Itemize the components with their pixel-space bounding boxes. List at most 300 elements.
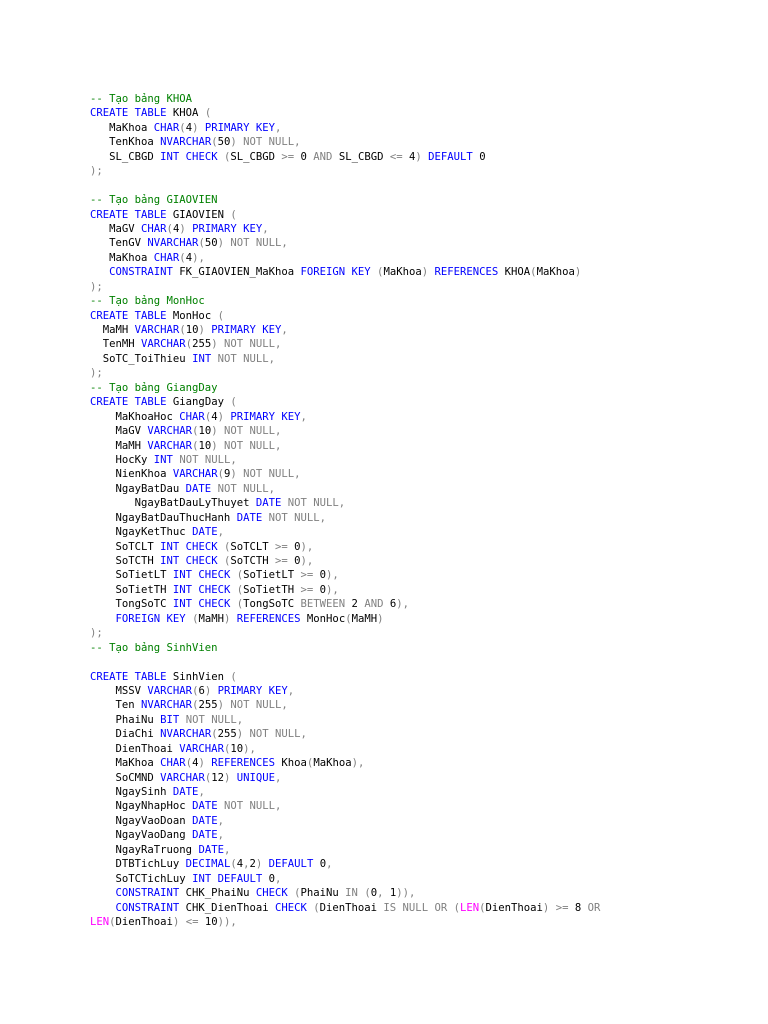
operator-token: , [281, 324, 288, 336]
text-token: GiangDay [166, 396, 231, 409]
operator-token: ( [223, 555, 231, 567]
blank-line [90, 179, 600, 193]
keyword-token: NVARCHAR [141, 699, 193, 712]
text-token: PhaiNu [300, 887, 346, 900]
text-token: DienThoai [115, 915, 173, 928]
keyword-token: NVARCHAR [160, 728, 212, 741]
code-line [90, 424, 600, 438]
text-token: MaGV [90, 425, 148, 438]
text-token: KHOA [166, 107, 205, 120]
keyword-token: DATE [192, 829, 218, 842]
operator-token: ( [223, 742, 231, 755]
text-token: 4 [185, 251, 193, 264]
operator-token: ( [217, 309, 224, 322]
operator-token: >= [555, 901, 569, 914]
operator-token: , [275, 872, 282, 885]
text-token: NienKhoa [90, 468, 173, 481]
text-token: 0 [287, 540, 301, 553]
text-token: 4 [211, 410, 218, 423]
keyword-token: CHAR [153, 121, 180, 134]
code-line [90, 482, 600, 496]
operator-token: ( [179, 121, 186, 134]
text-token: TongSoTC [90, 598, 173, 611]
text-token: MaKhoa [383, 266, 422, 279]
code-line [90, 222, 600, 236]
code-line [90, 901, 600, 915]
operator-token: NOT NULL, [249, 728, 307, 741]
code-line [90, 381, 600, 395]
keyword-token: INT CHECK [160, 540, 218, 553]
text-token: MaKhoa [90, 251, 154, 264]
keyword-token: VARCHAR [134, 324, 180, 336]
keyword-token: CREATE TABLE [90, 309, 167, 322]
text-token: 12 [211, 771, 224, 784]
text-token: SoTCLT [230, 540, 276, 553]
keyword-token: DATE [192, 526, 218, 539]
operator-token: ) [211, 439, 218, 452]
operator-token: ) [204, 684, 212, 697]
operator-token: IS NULL OR [383, 901, 448, 914]
operator-token: NOT NULL, [287, 497, 346, 510]
keyword-token: VARCHAR [172, 468, 218, 481]
text-token: SoTC_ToiThieu [90, 352, 193, 365]
code-line [90, 309, 600, 323]
text-token: MSSV [90, 684, 148, 697]
text-token: CHK_DienThoai [179, 901, 275, 914]
keyword-token: CHAR [160, 757, 186, 770]
operator-token: , [377, 887, 384, 900]
keyword-token: PRIMARY KEY [217, 684, 288, 697]
keyword-token: DATE [198, 843, 224, 856]
operator-token: ( [166, 222, 173, 235]
operator-token: NOT NULL, [179, 453, 237, 466]
text-token: NgaySinh [90, 786, 173, 798]
code-line [90, 208, 600, 222]
text-token: MaKhoa [313, 757, 352, 770]
keyword-token: BIT [160, 713, 180, 726]
operator-token: ( [236, 598, 244, 611]
operator-token: BETWEEN [300, 598, 346, 611]
text-token: SL_CBGD [332, 150, 390, 163]
code-line [90, 684, 600, 698]
text-token: NgayRaTruong [90, 843, 199, 856]
operator-token: NOT NULL, [268, 511, 327, 524]
operator-token: ( [364, 887, 371, 900]
code-line [90, 915, 600, 929]
code-line [90, 410, 600, 424]
code-line [90, 265, 600, 279]
code-line [90, 756, 600, 770]
operator-token: ) [542, 901, 550, 914]
text-token: DienThoai [319, 901, 384, 914]
code-line [90, 467, 600, 481]
text-token: 0 [370, 887, 378, 900]
operator-token: ( [230, 858, 237, 871]
code-line [90, 193, 600, 207]
text-token: SoTCTH [230, 555, 276, 567]
operator-token: ( [198, 237, 205, 250]
text-token: SoTietLT [90, 569, 173, 582]
text-token: TenMH [90, 338, 142, 351]
text-token: 0 [313, 569, 327, 582]
operator-token: , [275, 771, 282, 784]
keyword-token: INT DEFAULT [192, 872, 263, 885]
operator-token: ) [236, 728, 244, 741]
operator-token: ( [223, 150, 231, 163]
text-token: 0 [294, 150, 314, 163]
code-line [90, 799, 600, 813]
operator-token: ); [90, 165, 103, 178]
operator-token: , [198, 786, 205, 798]
operator-token: NOT NULL, [185, 713, 244, 726]
text-token: 0 [313, 583, 327, 596]
operator-token: ) [172, 915, 180, 928]
operator-token: ( [179, 251, 186, 264]
operator-token: ( [192, 425, 199, 438]
code-line [90, 814, 600, 828]
operator-token: ( [192, 684, 199, 697]
keyword-token: INT [192, 352, 212, 365]
operator-token: ( [294, 887, 301, 900]
keyword-token: DATE [236, 511, 263, 524]
text-token: 0 [313, 858, 327, 871]
operator-token: ( [217, 468, 224, 481]
operator-token: ( [204, 410, 212, 423]
code-line [90, 857, 600, 871]
operator-token: ) [217, 237, 224, 250]
operator-token: ) [421, 266, 429, 279]
operator-token: NOT NULL, [223, 800, 282, 813]
keyword-token: DATE [185, 482, 212, 495]
comment-token: -- Tạo bảng KHOA [90, 93, 193, 105]
keyword-token: INT CHECK [160, 150, 218, 163]
keyword-token: FOREIGN KEY [300, 266, 371, 279]
text-token: 4 [236, 858, 244, 871]
keyword-token: INT CHECK [160, 555, 218, 567]
operator-token: ) [179, 222, 186, 235]
code-line [90, 150, 600, 164]
code-line [90, 828, 600, 842]
text-token: DTBTichLuy [90, 858, 186, 871]
text-token: 10 [185, 324, 199, 336]
keyword-token: VARCHAR [147, 425, 193, 438]
sql-code-document [90, 92, 600, 929]
text-token: NgayBatDauThucHanh [90, 511, 237, 524]
text-token: FK_GIAOVIEN_MaKhoa [172, 266, 301, 279]
keyword-token: CHAR [141, 222, 167, 235]
code-line [90, 395, 600, 409]
operator-token: ( [236, 583, 244, 596]
keyword-token: PRIMARY KEY [204, 121, 276, 134]
code-line [90, 540, 600, 554]
function-token: LEN [459, 901, 480, 914]
keyword-token: CREATE TABLE [90, 208, 167, 221]
operator-token: ), [192, 251, 205, 264]
code-line [90, 366, 600, 380]
operator-token: IN [345, 887, 358, 900]
operator-token: ); [90, 280, 103, 293]
text-token: GIAOVIEN [166, 208, 231, 221]
keyword-token: REFERENCES [434, 266, 499, 279]
code-line [90, 92, 600, 106]
text-token: 10 [198, 425, 212, 438]
code-line [90, 727, 600, 741]
code-line [90, 698, 600, 712]
operator-token: ) [415, 150, 422, 163]
keyword-token: VARCHAR [179, 742, 224, 755]
keyword-token: DATE [255, 497, 282, 510]
operator-token: , [326, 858, 333, 871]
keyword-token: CREATE TABLE [90, 670, 167, 683]
text-token: NgayVaoDang [90, 829, 193, 842]
operator-token: ( [230, 208, 237, 221]
operator-token: >= [275, 540, 288, 553]
keyword-token: UNIQUE [236, 771, 276, 784]
text-token: HocKy [90, 453, 154, 466]
keyword-token: CONSTRAINT [115, 901, 180, 914]
code-line [90, 323, 600, 337]
text-token: DiaChi [90, 728, 161, 741]
operator-token: ( [223, 540, 231, 553]
code-line [90, 352, 600, 366]
operator-token: NOT NULL, [224, 439, 282, 452]
operator-token: >= [275, 555, 288, 567]
operator-token: NOT NULL, [243, 136, 301, 149]
code-line [90, 496, 600, 510]
code-line [90, 742, 600, 756]
code-line [90, 713, 600, 727]
operator-token: <= [185, 915, 199, 928]
operator-token: >= [281, 150, 295, 163]
code-line [90, 294, 600, 308]
code-line [90, 135, 600, 149]
operator-token: ) [255, 858, 263, 871]
text-token [90, 902, 116, 914]
operator-token: ( [313, 901, 320, 914]
text-token: NgayBatDau [90, 482, 186, 495]
operator-token: ( [192, 612, 199, 625]
keyword-token: CONSTRAINT [109, 266, 173, 279]
operator-token: ( [179, 324, 186, 336]
operator-token: , [300, 410, 307, 423]
operator-token: ) [217, 410, 224, 423]
keyword-token: CHAR [179, 410, 205, 423]
operator-token: ( [109, 915, 116, 928]
text-token: MaKhoaHoc [90, 410, 180, 423]
keyword-token: REFERENCES [236, 612, 301, 625]
operator-token: ( [377, 266, 384, 279]
text-token: 4 [402, 150, 416, 163]
text-token: 2 [249, 858, 256, 871]
text-token: TenKhoa [90, 136, 161, 149]
operator-token: ), [351, 757, 365, 770]
text-token: 255 [217, 728, 237, 741]
text-token: NgayBatDauLyThuyet [90, 497, 256, 510]
text-token: 10 [230, 742, 244, 755]
comment-token: -- Tạo bảng MonHoc [90, 295, 205, 308]
operator-token: ) [574, 266, 582, 279]
blank-line [90, 655, 600, 669]
operator-token: ) [377, 612, 384, 625]
text-token: DienThoai [485, 901, 543, 914]
text-token: SinhVien [166, 670, 231, 683]
operator-token: , [217, 526, 224, 539]
text-token: SoTCTH [90, 555, 161, 567]
operator-token: NOT NULL, [224, 338, 282, 351]
operator-token: )), [396, 887, 416, 900]
operator-token: >= [300, 583, 314, 596]
operator-token: ), [396, 598, 409, 611]
text-token: 8 [568, 901, 588, 914]
operator-token: OR [587, 901, 601, 914]
operator-token: , [223, 843, 231, 856]
operator-token: ( [306, 757, 314, 770]
text-token: Ten [90, 699, 142, 712]
operator-token: NOT NULL, [243, 468, 301, 481]
keyword-token: CREATE TABLE [90, 107, 167, 120]
operator-token: ) [223, 771, 231, 784]
operator-token: ) [198, 324, 205, 336]
code-line [90, 583, 600, 597]
text-token: MaKhoa [90, 121, 154, 134]
operator-token: ( [204, 771, 212, 784]
text-token: 0 [287, 555, 301, 567]
keyword-token: INT [153, 453, 173, 466]
operator-token: NOT NULL, [230, 237, 288, 250]
comment-token: -- Tạo bảng GIAOVIEN [90, 194, 218, 207]
operator-token: ) [211, 425, 218, 438]
keyword-token: NVARCHAR [147, 237, 199, 250]
keyword-token: CONSTRAINT [115, 887, 180, 900]
code-line [90, 554, 600, 568]
code-line [90, 626, 600, 640]
text-token: 0 [262, 872, 275, 885]
text-token: 4 [185, 121, 193, 134]
operator-token: ), [300, 540, 314, 553]
keyword-token: INT CHECK [172, 583, 231, 596]
text-token: SoTietTH [243, 583, 301, 596]
operator-token: ( [230, 396, 237, 409]
operator-token: ( [185, 757, 193, 770]
text-token: SoTietLT [243, 569, 301, 582]
code-line [90, 280, 600, 294]
code-line [90, 886, 600, 900]
operator-token: ), [326, 569, 339, 582]
text-token: 6 [198, 684, 205, 697]
operator-token: NOT NULL, [224, 425, 282, 438]
operator-token: , [217, 814, 224, 827]
text-token: SoTCLT [90, 540, 161, 553]
operator-token: NOT NULL, [217, 352, 275, 365]
code-line [90, 251, 600, 265]
text-token: TongSoTC [243, 598, 301, 611]
code-line [90, 597, 600, 611]
text-token: MaMH [351, 612, 378, 625]
text-token [90, 613, 116, 625]
operator-token: ( [530, 266, 537, 279]
text-token: 10 [198, 915, 218, 928]
text-token: 2 [345, 598, 365, 611]
text-token: MaMH [90, 324, 135, 336]
operator-token: , [217, 829, 224, 842]
text-token: MaKhoa [536, 266, 575, 279]
operator-token: ( [453, 901, 460, 914]
text-token: 4 [192, 757, 199, 770]
keyword-token: PRIMARY KEY [211, 324, 282, 336]
comment-token: -- Tạo bảng SinhVien [90, 641, 218, 654]
operator-token: )), [217, 915, 237, 928]
operator-token: ( [204, 107, 212, 120]
operator-token: ( [185, 338, 193, 351]
keyword-token: INT CHECK [172, 598, 231, 611]
text-token: MaGV [90, 222, 142, 235]
operator-token: ( [211, 728, 218, 741]
operator-token: ( [479, 901, 486, 914]
code-line [90, 121, 600, 135]
code-line [90, 568, 600, 582]
operator-token: ( [211, 136, 218, 149]
text-token: KHOA [498, 266, 531, 279]
text-token: 10 [198, 439, 212, 452]
keyword-token: PRIMARY KEY [230, 410, 301, 423]
keyword-token: NVARCHAR [160, 136, 212, 149]
text-token: MaKhoa [90, 757, 161, 770]
operator-token: >= [300, 569, 314, 582]
text-token: MaMH [90, 439, 148, 452]
text-token: SL_CBGD [90, 150, 161, 163]
text-token: CHK_PhaiNu [179, 887, 256, 900]
operator-token: ( [345, 612, 352, 625]
text-token [90, 266, 109, 278]
code-line [90, 872, 600, 886]
keyword-token: DATE [192, 800, 218, 813]
operator-token: ) [192, 121, 199, 134]
operator-token: ), [300, 555, 314, 567]
operator-token: ( [230, 670, 237, 683]
code-line [90, 453, 600, 467]
operator-token: ) [230, 136, 237, 149]
text-token: SoCMND [90, 771, 161, 784]
operator-token: NOT NULL, [230, 699, 288, 712]
operator-token: NOT NULL, [217, 482, 275, 495]
keyword-token: INT CHECK [172, 569, 231, 582]
keyword-token: DEFAULT [268, 858, 314, 871]
text-token: 4 [172, 222, 180, 235]
text-token [90, 887, 116, 899]
code-line [90, 164, 600, 178]
keyword-token: REFERENCES [211, 757, 276, 770]
operator-token: , [287, 684, 295, 697]
code-line [90, 843, 600, 857]
keyword-token: DATE [172, 786, 199, 798]
operator-token: ( [192, 439, 199, 452]
keyword-token: FOREIGN KEY [115, 612, 186, 625]
operator-token: ); [90, 627, 103, 640]
keyword-token: DATE [192, 814, 218, 827]
text-token: NgayKetThuc [90, 526, 193, 539]
operator-token: ) [211, 338, 218, 351]
operator-token: , [262, 222, 269, 235]
keyword-token: DECIMAL [185, 858, 231, 871]
comment-token: -- Tạo bảng GiangDay [90, 381, 218, 394]
operator-token: ); [90, 367, 103, 380]
text-token: MaMH [198, 612, 224, 625]
code-line [90, 511, 600, 525]
keyword-token: CHECK [274, 901, 307, 914]
code-line [90, 771, 600, 785]
keyword-token: VARCHAR [141, 338, 186, 351]
operator-token: <= [389, 150, 403, 163]
